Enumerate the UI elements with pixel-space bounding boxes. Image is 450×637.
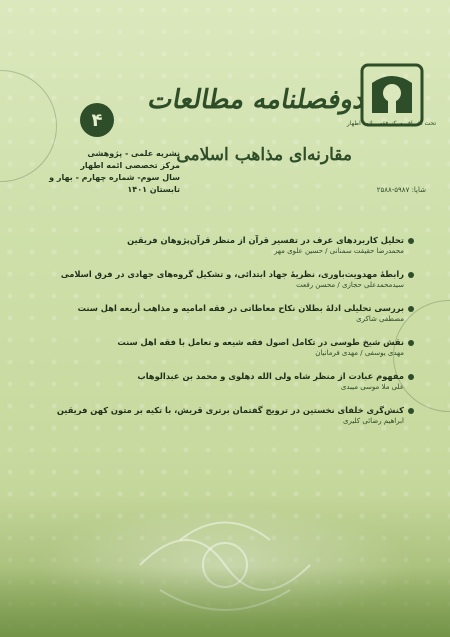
issn-number: ۲۵۸۸-۵۹۸۷ [376, 186, 410, 194]
table-of-contents [32, 234, 404, 438]
issn-label: شاپا: [411, 186, 426, 194]
issue-number-badge: ۴ [80, 103, 114, 137]
toc-item [32, 302, 404, 324]
bullet-icon [408, 340, 414, 346]
toc-authors: ابراهیم رضائی کلیری [343, 417, 404, 425]
toc-authors: علی ملا موسی میبدی [340, 383, 404, 391]
bullet-icon [408, 408, 414, 414]
journal-title-sub: مقارنه‌ای مذاهب اسلامی [176, 145, 352, 165]
toc-title: نقش شیخ طوسی در تکامل اصول فقه شیعه و تعامل با فقه اهل سنت [117, 337, 404, 347]
toc-title: تحلیل کاربردهای عرف در تفسیر قرآن از منظر قرآن‌پژوهان فریقین [127, 235, 404, 245]
logo-caption: تحت اشراف مرکز فقهی ائمه اطهار [346, 120, 436, 127]
toc-authors: مصطفی شاکری [356, 315, 404, 323]
cover-header [0, 0, 450, 205]
toc-authors: مهدی یوسفی / مهدی فرمانیان [315, 349, 404, 357]
issn [377, 186, 426, 194]
journal-meta [20, 148, 180, 196]
journal-volume-info: سال سوم- شماره چهارم - بهار و تابستان ۱۴۰۱ [49, 173, 180, 194]
toc-item [32, 268, 404, 290]
toc-item [32, 234, 404, 256]
bullet-icon [408, 238, 414, 244]
toc-item [32, 404, 404, 426]
journal-type: نشریه علمی - پژوهشی [87, 149, 180, 158]
journal-title-main: دوفصلنامه مطالعات [145, 85, 368, 115]
toc-authors: سیدمحمدعلی حجازی / محسن رفعت [296, 281, 404, 289]
toc-title: مفهوم عبادت از منظر شاه ولی الله دهلوی و محمد بن عبدالوهاب [137, 371, 404, 381]
toc-title: کنش‌گری خلفای نخستین در ترویج گفتمان برتری قریش، با تکیه بر متون کهن فریقین [56, 405, 404, 415]
toc-item [32, 370, 404, 392]
journal-center: مرکز تخصصی ائمه اطهار [80, 161, 180, 170]
toc-authors: محمدرضا حقیقت سمنانی / حسین علوی مهر [274, 247, 404, 255]
toc-title: رابطهٔ مهدویت‌باوری، نظریهٔ جهاد ابتدائی، و تشکیل گروه‌های جهادی در فرق اسلامی [60, 269, 404, 279]
bullet-icon [408, 374, 414, 380]
bullet-icon [408, 306, 414, 312]
bullet-icon [408, 272, 414, 278]
toc-title: بررسی تحلیلی ادلهٔ بطلان نکاح معاطاتی در فقه امامیه و مذاهب أربعه اهل سنت [77, 303, 404, 313]
cover-footer-band [0, 567, 450, 637]
toc-item [32, 336, 404, 358]
